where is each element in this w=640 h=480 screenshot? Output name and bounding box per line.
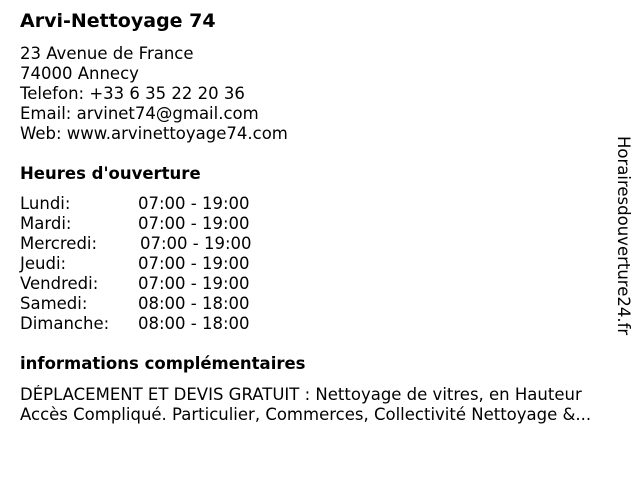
hours-day: Vendredi: [20,274,99,293]
hours-day: Mercredi: [20,234,98,253]
address-street: 23 Avenue de France [20,44,194,63]
hours-row-wednesday [20,234,380,254]
hours-day: Mardi: [20,214,72,233]
hours-row-monday [20,194,380,214]
hours-day: Jeudi: [20,254,67,273]
hours-day: Lundi: [20,194,71,213]
additional-info-line-2: Accès Compliqué. Particulier, Commerces, Collectivité Nettoyage &... [20,405,592,424]
hours-time: 07:00 - 19:00 [138,214,250,233]
hours-time: 07:00 - 19:00 [140,234,252,253]
hours-time: 07:00 - 19:00 [138,274,250,293]
hours-time: 07:00 - 19:00 [138,194,250,213]
additional-info-line-1: DÉPLACEMENT ET DEVIS GRATUIT : Nettoyage de vitres, en Hauteur [20,385,582,404]
hours-row-tuesday [20,214,380,234]
hours-time: 08:00 - 18:00 [138,294,250,313]
opening-hours-heading: Heures d'ouverture [20,164,201,183]
phone-number: Telefon: +33 6 35 22 20 36 [20,84,245,103]
hours-time: 08:00 - 18:00 [138,314,250,333]
website: Web: www.arvinettoyage74.com [20,124,288,143]
additional-info-heading: informations complémentaires [20,354,306,373]
hours-day: Samedi: [20,294,88,313]
hours-row-saturday [20,294,380,314]
business-name: Arvi-Nettoyage 74 [20,10,216,32]
site-watermark: Horairesdouverture24.fr [614,136,633,336]
hours-row-friday [20,274,380,294]
hours-row-sunday [20,314,380,334]
hours-day: Dimanche: [20,314,110,333]
address-city: 74000 Annecy [20,64,139,83]
hours-row-thursday [20,254,380,274]
email-address: Email: arvinet74@gmail.com [20,104,259,123]
hours-time: 07:00 - 19:00 [138,254,250,273]
